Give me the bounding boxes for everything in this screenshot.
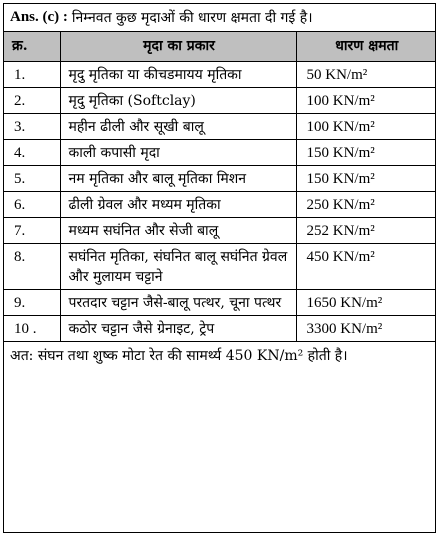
capacity-value: 100 KN/m²: [296, 114, 435, 140]
soil-type: मृदु मृतिका या कीचडमायय मृतिका: [60, 62, 296, 88]
table-row: [4, 166, 435, 192]
row-number: 3.: [4, 114, 60, 140]
row-number: 5.: [4, 166, 60, 192]
header-capacity: धारण क्षमता: [296, 32, 435, 62]
soil-type: मृदु मृतिका (Softclay): [60, 88, 296, 114]
capacity-value: 250 KN/m²: [296, 192, 435, 218]
row-number: 1.: [4, 62, 60, 88]
table-row: [4, 114, 435, 140]
row-number: 4.: [4, 140, 60, 166]
row-number: 7.: [4, 218, 60, 244]
capacity-value: 100 KN/m²: [296, 88, 435, 114]
capacity-value: 50 KN/m²: [296, 62, 435, 88]
bearing-capacity-table: [4, 32, 435, 342]
table-row: [4, 88, 435, 114]
table-row: [4, 244, 435, 290]
capacity-value: 150 KN/m²: [296, 166, 435, 192]
soil-type: काली कपासी मृदा: [60, 140, 296, 166]
row-number: 2.: [4, 88, 60, 114]
capacity-value: 1650 KN/m²: [296, 290, 435, 316]
table-row: [4, 290, 435, 316]
conclusion-note: अत: संघन तथा शुष्क मोटा रेत की सामर्थ्य 450 KN/m² होती है।: [10, 348, 348, 364]
row-number: 8.: [4, 244, 60, 290]
table-row: [4, 140, 435, 166]
soil-type: मध्यम सघंनित और सेजी बालू: [60, 218, 296, 244]
soil-type: ढीली ग्रेवल और मध्यम मृतिका: [60, 192, 296, 218]
capacity-value: 3300 KN/m²: [296, 316, 435, 342]
table-row: [4, 62, 435, 88]
header-soil-type: मृदा का प्रकार: [60, 32, 296, 62]
soil-type: महीन ढीली और सूखी बालू: [60, 114, 296, 140]
answer-label: Ans. (c) :: [10, 9, 68, 25]
soil-type: परतदार चट्टान जैसे-बालू पत्थर, चूना पत्थर: [60, 290, 296, 316]
soil-type: कठोर चट्टान जैसे ग्रेनाइट, ट्रेप: [60, 316, 296, 342]
answer-box: [3, 3, 436, 533]
capacity-value: 150 KN/m²: [296, 140, 435, 166]
capacity-value: 252 KN/m²: [296, 218, 435, 244]
soil-type: नम मृतिका और बालू मृतिका मिशन: [60, 166, 296, 192]
row-number: 9.: [4, 290, 60, 316]
table-header-row: [4, 32, 435, 62]
capacity-value: 450 KN/m²: [296, 244, 435, 290]
table-row: [4, 218, 435, 244]
row-number: 6.: [4, 192, 60, 218]
header-serial: क्र.: [4, 32, 60, 62]
intro-line: [4, 4, 435, 32]
row-number: 10 .: [4, 316, 60, 342]
table-row: [4, 316, 435, 342]
soil-type: सघंनित मृतिका, संघनित बालू सघंनित ग्रेवल और मुलायम चट्टाने: [60, 244, 296, 290]
table-row: [4, 192, 435, 218]
intro-text: निम्नवत कुछ मृदाओं की धारण क्षमता दी गई है।: [71, 10, 313, 26]
